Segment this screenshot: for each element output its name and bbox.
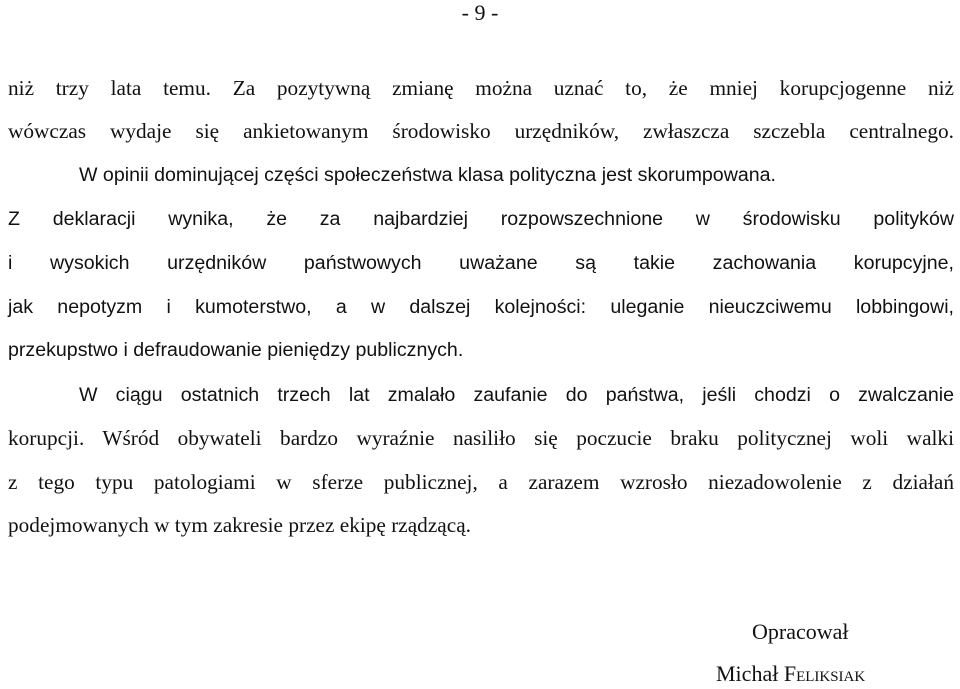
- paragraph-line: W opinii dominującej części społeczeństwa klasa polityczna jest skorumpowana.: [79, 164, 776, 186]
- paragraph-line: korupcji. Wśród obywateli bardzo wyraźnie nasiliło się poczucie braku politycznej woli walki: [8, 426, 954, 450]
- paragraph-line: i wysokich urzędników państwowych uważane są takie zachowania korupcyjne,: [8, 252, 954, 274]
- author-name: [716, 659, 865, 689]
- paragraph-line: podejmowanych w tym zakresie przez ekipę rządzącą.: [8, 513, 471, 537]
- page-number: - 9 -: [461, 0, 499, 25]
- paragraph-line: z tego typu patologiami w sferze publicznej, a zarazem wzrosło niezadowolenie z działań: [8, 470, 954, 494]
- paragraph-line: niż trzy lata temu. Za pozytywną zmianę można uznać to, że mniej korupcjogenne niż: [8, 76, 954, 100]
- paragraph-line: wówczas wydaje się ankietowanym środowisko urzędników, zwłaszcza szczebla centralnego.: [8, 119, 954, 143]
- prepared-by-label: Opracował: [752, 619, 849, 644]
- author-first-name: Michał: [716, 661, 779, 686]
- paragraph-line: jak nepotyzm i kumoterstwo, a w dalszej kolejności: uleganie nieuczciwemu lobbingowi,: [8, 296, 954, 318]
- paragraph-line: Z deklaracji wynika, że za najbardziej rozpowszechnione w środowisku polityków: [8, 208, 954, 230]
- paragraph-line: przekupstwo i defraudowanie pieniędzy publicznych.: [8, 339, 464, 361]
- paragraph-line: W ciągu ostatnich trzech lat zmalało zaufanie do państwa, jeśli chodzi o zwalczanie: [79, 384, 954, 406]
- author-last-name: Feliksiak: [783, 661, 866, 686]
